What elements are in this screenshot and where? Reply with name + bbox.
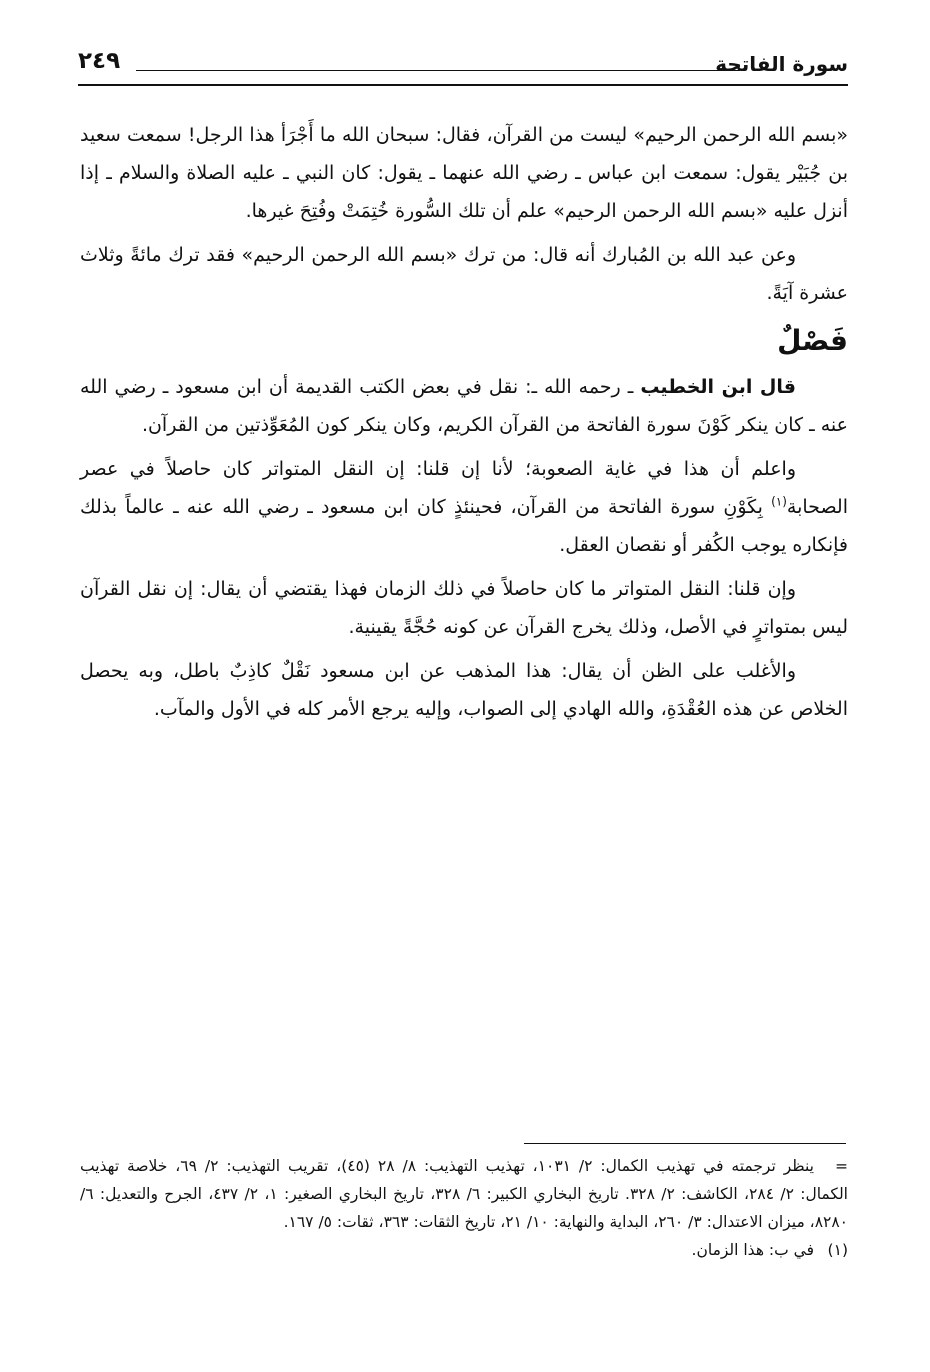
- chapter-title: سورة الفاتحة: [715, 52, 848, 76]
- header-rule: [78, 84, 848, 86]
- footnote-1: [80, 1236, 848, 1264]
- paragraph-4-text-a: واعلم أن هذا في غاية الصعوبة؛ لأنا إن قلنا: إن النقل المتواتر كان حاصلاً في عصر الصحابة: [80, 458, 848, 518]
- section-heading: فَصْلٌ: [777, 324, 848, 357]
- page-number: ٢٤٩: [78, 48, 121, 74]
- continuation-mark: =: [834, 1157, 848, 1175]
- footnote-1-text: في ب: هذا الزمان.: [691, 1241, 814, 1259]
- paragraph-3-lead: قال ابن الخطيب: [640, 376, 796, 398]
- paragraph-1: «بسم الله الرحمن الرحيم» ليست من القرآن، فقال: سبحان الله ما أَجْرَأ هذا الرجل! سمعت سعيد بن جُبَيْر يقول: سمعت ابن عباس ـ رضي الله عنهما ـ يقول: كان النبي ـ عليه الصلاة والسلام ـ إذا أنزل عليه «بسم الله الرحمن الرحيم» علم أن تلك السُّورة خُتِمَتْ وفُتِحَ غيرها.: [80, 124, 848, 222]
- paragraph-2: وعن عبد الله بن المُبارك أنه قال: من ترك «بسم الله الرحمن الرحيم» فقد ترك مائةً وثلاث عشرة آيَةً.: [80, 244, 848, 304]
- header-thin-line: [136, 70, 740, 71]
- footnote-separator: [524, 1143, 846, 1144]
- paragraph-6: والأغلب على الظن أن يقال: هذا المذهب عن ابن مسعود نَقْلٌ كاذِبٌ باطل، وبه يحصل الخلاص عن هذه العُقْدَةِ، والله الهادي إلى الصواب، وإليه يرجع الأمر كله في الأول والمآب.: [80, 660, 848, 720]
- footnote-1-number: (١): [827, 1241, 848, 1259]
- footnotes: [80, 1152, 848, 1264]
- paragraph-5: وإن قلنا: النقل المتواتر ما كان حاصلاً في ذلك الزمان فهذا يقتضي أن يقال: إن نقل القرآن ليس بمتواترٍ في الأصل، وذلك يخرج القرآن عن كونه حُجَّةً يقينية.: [80, 578, 848, 638]
- main-text: [80, 116, 848, 734]
- paragraph-3-text: ـ رحمه الله ـ: نقل في بعض الكتب القديمة أن ابن مسعود ـ رضي الله عنه ـ كان ينكر كَوْنَ سورة الفاتحة من القرآن الكريم، وكان ينكر كون المُعَوِّذتين من القرآن.: [80, 376, 848, 436]
- paragraph-4: [80, 450, 848, 564]
- page-header: [78, 44, 848, 84]
- footnote-reference[interactable]: (١): [771, 494, 787, 509]
- paragraph-3: [80, 368, 848, 444]
- paragraph-4-text-b: بِكَوْنِ سورة الفاتحة من القرآن، فحينئذٍ كان ابن مسعود ـ رضي الله عنه ـ عالماً بذلك فإنكاره يوجب الكُفر أو نقصان العقل.: [80, 496, 848, 556]
- footnote-continued-text: ينظر ترجمته في تهذيب الكمال: ٢/ ١٠٣١، تهذيب التهذيب: ٨/ ٢٨ (٤٥)، تقريب التهذيب: ٢/ ٦٩، خلاصة تهذيب الكمال: ٢/ ٢٨٤، الكاشف: ٢/ ٣٢٨. تاريخ البخاري الكبير: ٦/ ٣٢٨، تاريخ البخاري الصغير: ١، ٢/ ٤٣٧، الجرح والتعديل: ٦/ ٨٢٨٠، ميزان الاعتدال: ٣/ ٢٦٠، البداية والنهاية: ١٠/ ٢١، تاريخ الثقات: ٣٦٣، ثقات: ٥/ ١٦٧.: [80, 1157, 848, 1231]
- footnote-continued: [80, 1152, 848, 1236]
